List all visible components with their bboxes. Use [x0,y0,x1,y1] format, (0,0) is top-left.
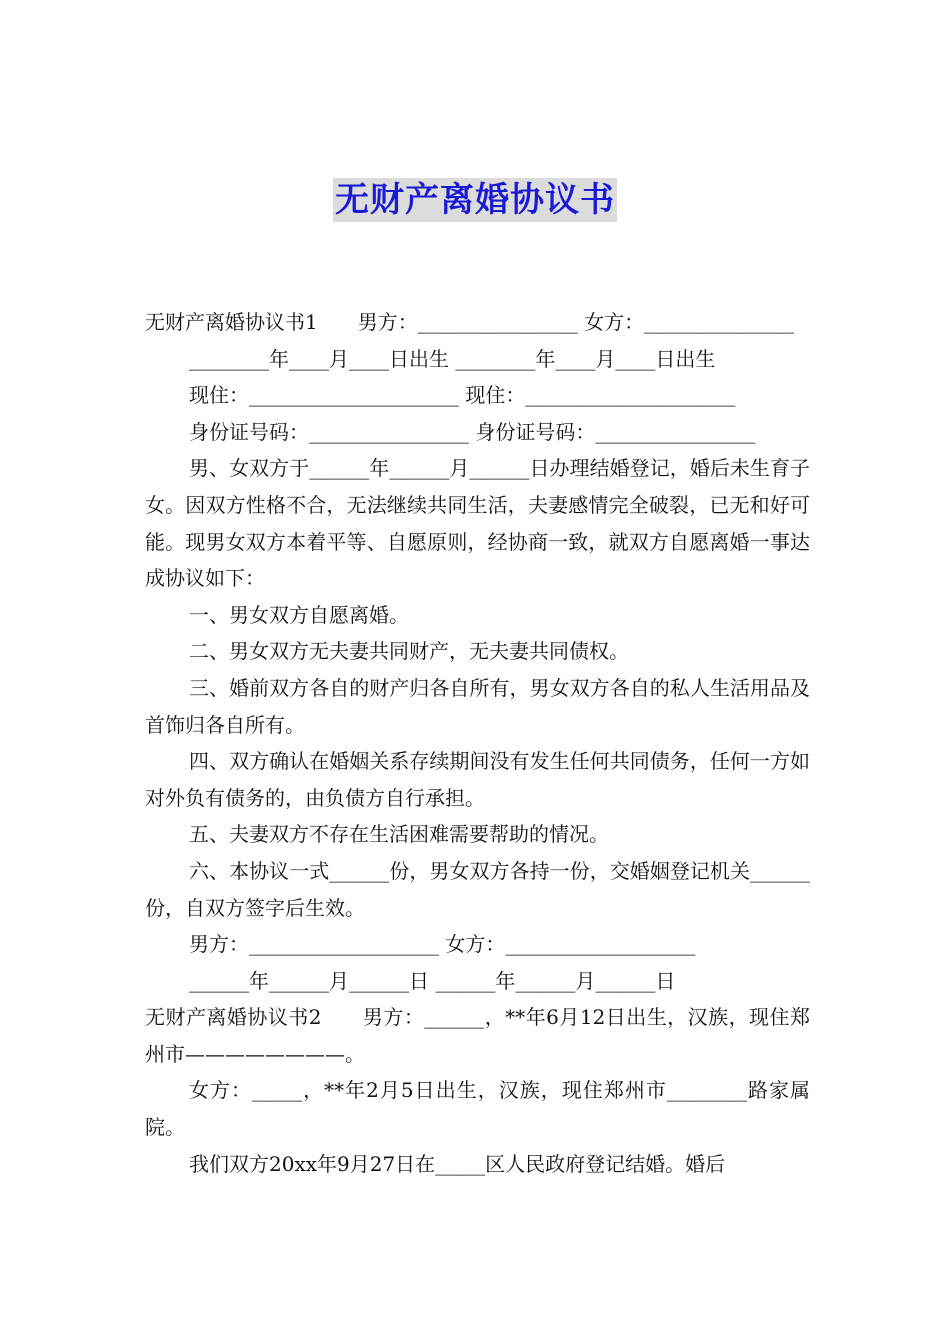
document-title-text: 无财产离婚协议书 [335,180,615,220]
paragraph-clause-3: 三、婚前双方各自的财产归各自所有，男女双方各自的私人生活用品及首饰归各自所有。 [145,675,810,737]
paragraph-agreement-2-heading: 无财产离婚协议书2 男方：______，**年6月12日出生，汉族，现住郑州市————————。 [145,1005,810,1066]
paragraph-addresses: 现住：_____________________ 现住：_____________________ [189,383,736,408]
paragraph-clause-1: 一、男女双方自愿离婚。 [189,602,409,627]
document-body [145,304,810,1182]
paragraph-agreement-2-wife: 女方：_____，**年2月5日出生，汉族，现住郑州市________路家属院。 [145,1078,810,1140]
paragraph-preamble: 男、女双方于______年______月______日办理结婚登记，婚后未生育子女。因双方性格不合，无法继续共同生活，夫妻感情完全破裂，已无和好可能。现男女双方本着平等、自愿原则，经协商一致，就双方自愿离婚一事达成协议如下： [145,456,810,591]
paragraph-id-numbers: 身份证号码：________________ 身份证号码：________________ [189,419,756,444]
paragraph-agreement-2-marriage: 我们双方20xx年9月27日在_____区人民政府登记结婚。婚后 [189,1151,726,1176]
paragraph-clause-6: 六、本协议一式______份，男女双方各持一份，交婚姻登记机关______份，自双方签字后生效。 [145,858,810,920]
paragraph-clause-5: 五、夫妻双方不存在生活困难需要帮助的情况。 [189,822,609,847]
paragraph-clause-4: 四、双方确认在婚姻关系存续期间没有发生任何共同债务，任何一方如对外负有债务的，由负债方自行承担。 [145,749,810,810]
paragraph-signatures: 男方：___________________ 女方：___________________ [189,932,696,957]
paragraph-signature-dates: ______年______月______日 ______年______月______日 [189,968,676,993]
paragraph-clause-2: 二、男女双方无夫妻共同财产，无夫妻共同债权。 [189,639,629,664]
paragraph-agreement-1-heading: 无财产离婚协议书1 男方：________________ 女方：_______________ [145,310,795,334]
paragraph-birth-dates: ________年____月____日出生 ________年____月____日出生 [189,346,716,371]
document-title [0,178,950,222]
